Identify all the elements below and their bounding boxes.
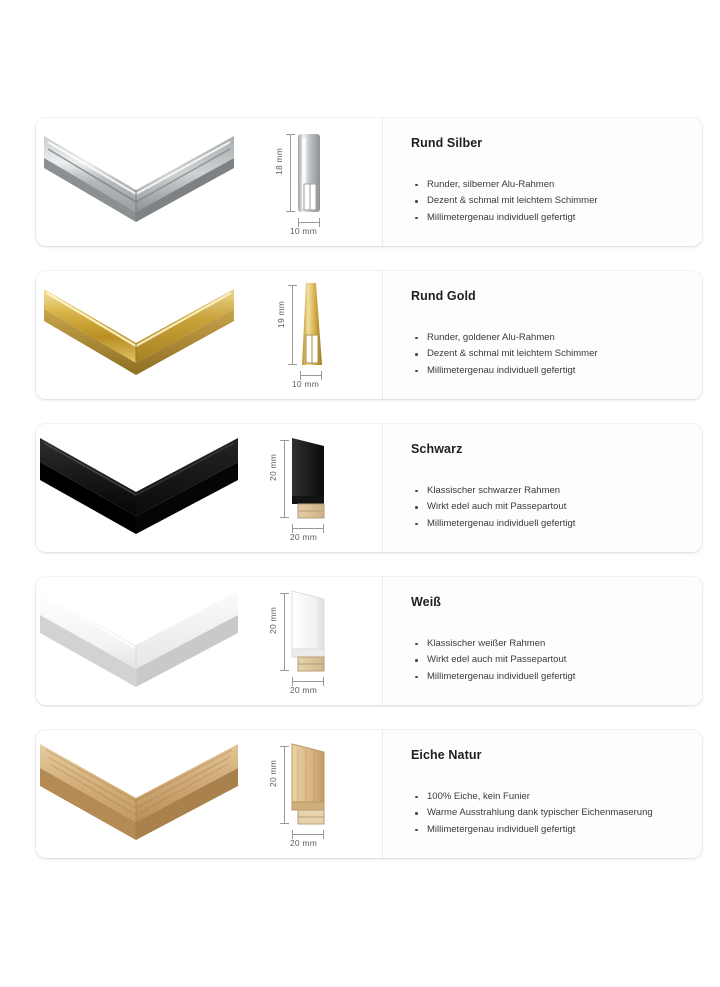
dimension-tick	[288, 285, 297, 286]
corner-sample-schwarz	[36, 424, 242, 552]
profile-width-label: 20 mm	[290, 685, 317, 695]
profile-sample-schwarz	[242, 424, 383, 552]
frame-feature-list	[411, 177, 682, 227]
profile-width-label: 20 mm	[290, 838, 317, 848]
profile-sample-rund-silber	[242, 118, 383, 246]
corner-illustration-icon	[36, 577, 242, 705]
dimension-line-vertical	[290, 134, 291, 212]
frame-card-eiche-natur[interactable]	[36, 730, 702, 858]
list-item: Millimetergenau individuell gefertigt	[413, 210, 682, 227]
frame-info-weiss	[383, 577, 702, 705]
list-item: Dezent & schmal mit leichtem Schimmer	[413, 193, 682, 210]
frame-card-rund-gold[interactable]	[36, 271, 702, 399]
frame-title: Eiche Natur	[411, 748, 482, 762]
frame-feature-list	[411, 330, 682, 380]
dimension-tick	[280, 746, 289, 747]
profile-sample-weiss	[242, 577, 383, 705]
frame-info-eiche-natur	[383, 730, 702, 858]
frame-info-rund-silber	[383, 118, 702, 246]
dimension-tick	[323, 524, 324, 533]
profile-height-label: 20 mm	[268, 607, 278, 634]
dimension-tick	[280, 670, 289, 671]
frame-card-schwarz[interactable]	[36, 424, 702, 552]
list-item: 100% Eiche, kein Funier	[413, 789, 682, 806]
list-item: Wirkt edel auch mit Passepartout	[413, 499, 682, 516]
list-item: Dezent & schmal mit leichtem Schimmer	[413, 346, 682, 363]
profile-width-label: 10 mm	[290, 226, 317, 236]
frame-title: Schwarz	[411, 442, 463, 456]
profile-height-label: 19 mm	[276, 301, 286, 328]
frame-title: Rund Gold	[411, 289, 476, 303]
dimension-line-vertical	[292, 285, 293, 365]
frame-info-schwarz	[383, 424, 702, 552]
list-item: Millimetergenau individuell gefertigt	[413, 669, 682, 686]
profile-width-label: 20 mm	[290, 532, 317, 542]
frame-title: Weiß	[411, 595, 442, 609]
dimension-line-horizontal	[292, 681, 324, 682]
dimension-line-horizontal	[298, 222, 320, 223]
corner-illustration-icon	[36, 730, 242, 858]
corner-sample-eiche-natur	[36, 730, 242, 858]
list-item: Millimetergenau individuell gefertigt	[413, 822, 682, 839]
list-item: Wirkt edel auch mit Passepartout	[413, 652, 682, 669]
dimension-tick	[319, 218, 320, 227]
profile-height-label: 20 mm	[268, 760, 278, 787]
dimension-line-vertical	[284, 593, 285, 671]
dimension-tick	[280, 517, 289, 518]
dimension-tick	[323, 830, 324, 839]
dimension-tick	[286, 134, 295, 135]
frame-feature-list	[411, 483, 682, 533]
dimension-line-vertical	[284, 440, 285, 518]
corner-illustration-icon	[36, 271, 242, 399]
list-item: Klassischer schwarzer Rahmen	[413, 483, 682, 500]
corner-sample-rund-silber	[36, 118, 242, 246]
dimension-line-horizontal	[300, 375, 322, 376]
list-item: Millimetergenau individuell gefertigt	[413, 516, 682, 533]
frame-feature-list	[411, 636, 682, 686]
list-item: Klassischer weißer Rahmen	[413, 636, 682, 653]
dimension-line-horizontal	[292, 834, 324, 835]
profile-height-label: 20 mm	[268, 454, 278, 481]
dimension-tick	[321, 371, 322, 380]
profile-height-label: 18 mm	[274, 148, 284, 175]
corner-sample-weiss	[36, 577, 242, 705]
corner-illustration-icon	[36, 118, 242, 246]
frame-card-weiss[interactable]	[36, 577, 702, 705]
profile-width-label: 10 mm	[292, 379, 319, 389]
corner-illustration-icon	[36, 424, 242, 552]
frame-info-rund-gold	[383, 271, 702, 399]
dimension-line-horizontal	[292, 528, 324, 529]
dimension-tick	[280, 440, 289, 441]
list-item: Millimetergenau individuell gefertigt	[413, 363, 682, 380]
profile-sample-eiche-natur	[242, 730, 383, 858]
frame-feature-list	[411, 789, 682, 839]
dimension-tick	[288, 364, 297, 365]
list-item: Runder, goldener Alu-Rahmen	[413, 330, 682, 347]
frame-card-rund-silber[interactable]	[36, 118, 702, 246]
list-item: Runder, silberner Alu-Rahmen	[413, 177, 682, 194]
frame-title: Rund Silber	[411, 136, 483, 150]
dimension-line-vertical	[284, 746, 285, 824]
dimension-tick	[280, 593, 289, 594]
dimension-tick	[323, 677, 324, 686]
corner-sample-rund-gold	[36, 271, 242, 399]
list-item: Warme Ausstrahlung dank typischer Eichenmaserung	[413, 805, 682, 822]
profile-sample-rund-gold	[242, 271, 383, 399]
frame-list	[36, 118, 702, 858]
dimension-tick	[280, 823, 289, 824]
dimension-tick	[286, 211, 295, 212]
